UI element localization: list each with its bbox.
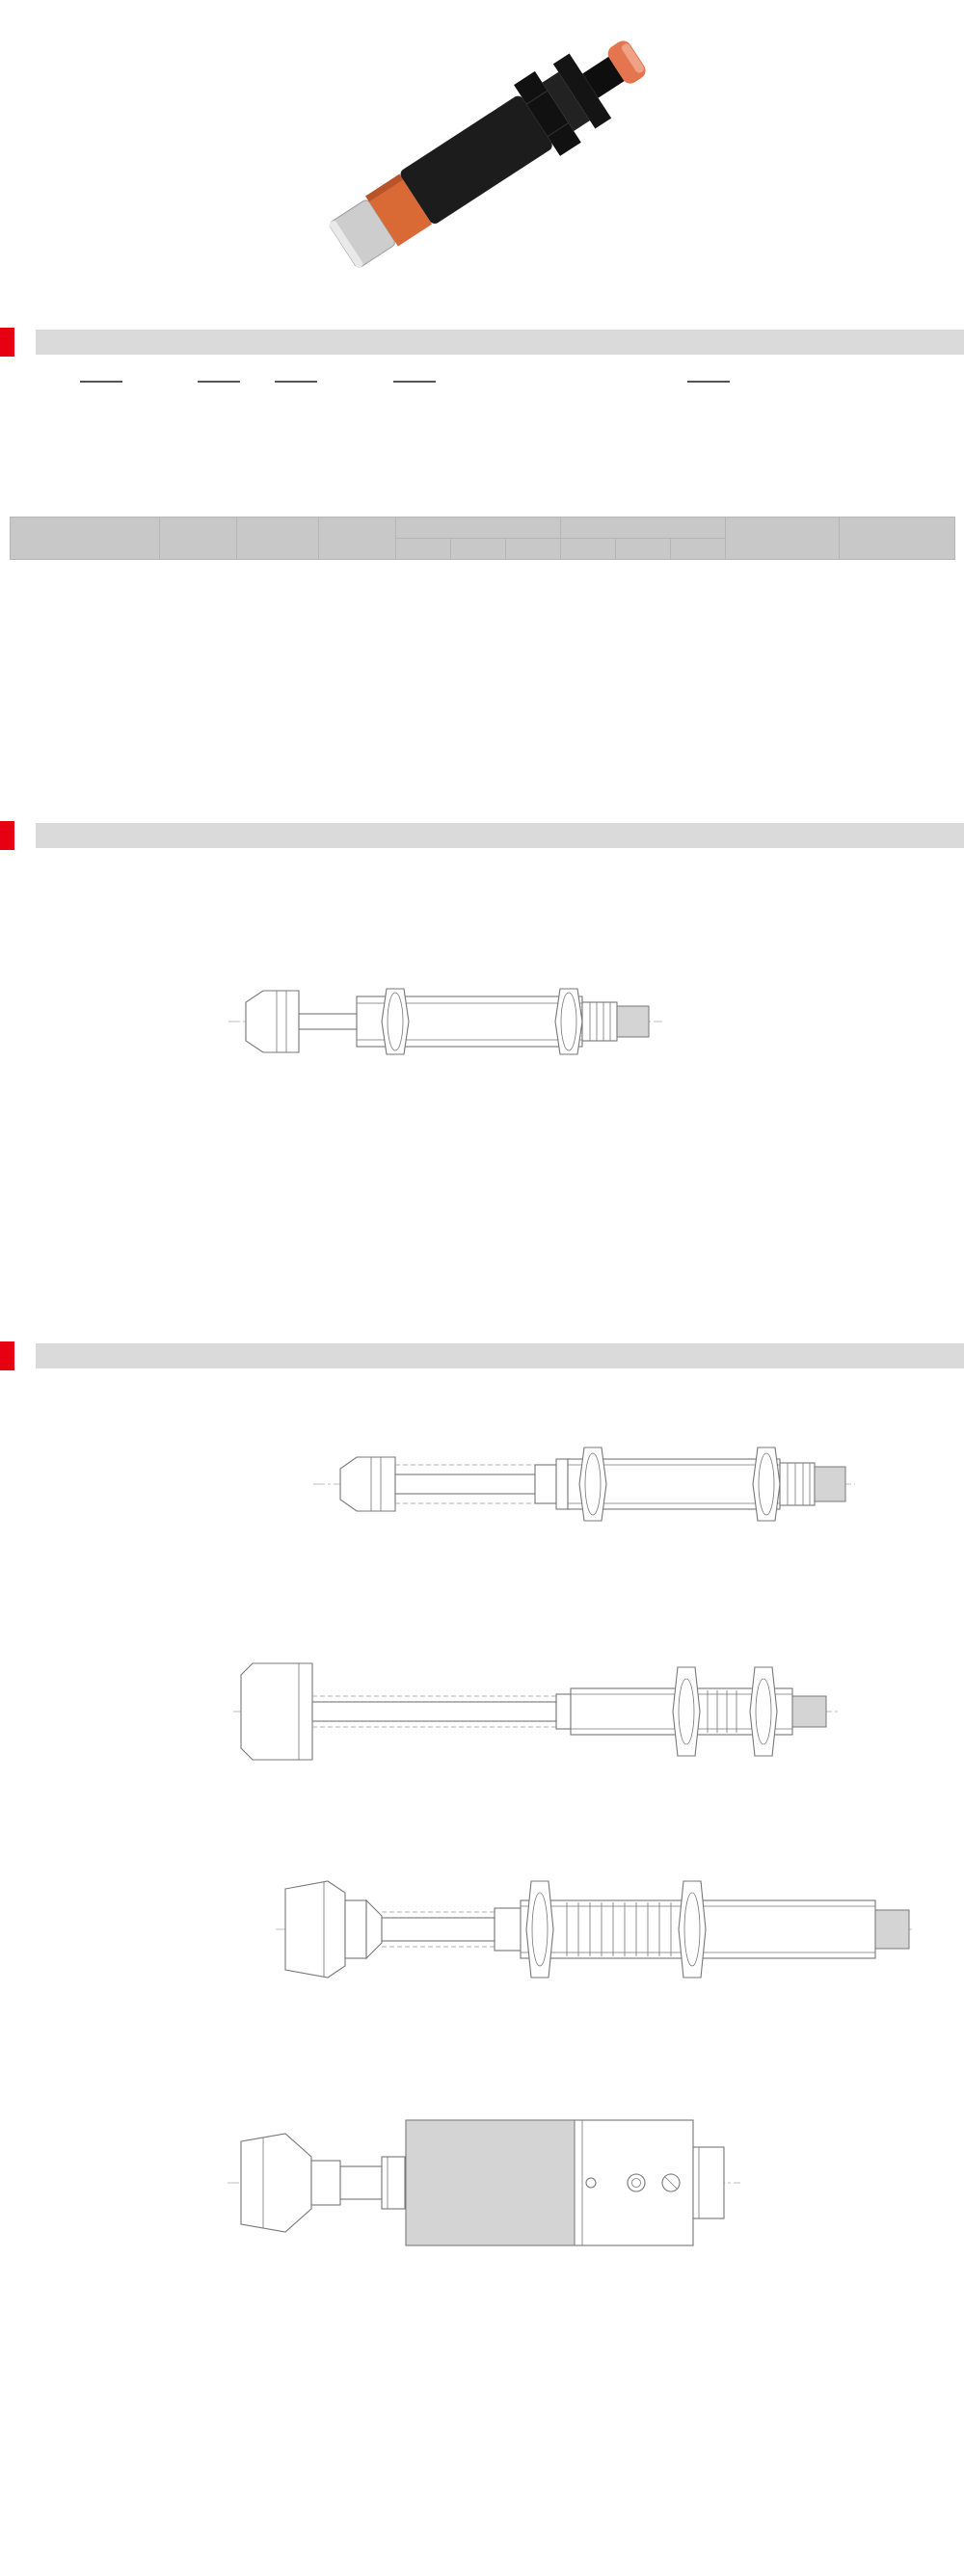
dim-table-1-head: [10, 1208, 954, 1234]
model-code-part-bore: [190, 371, 248, 391]
code-bore: [198, 380, 240, 383]
column-header: [840, 518, 955, 560]
section-header-model-designation: [0, 328, 964, 357]
header-bar: [36, 823, 964, 848]
column-subheader: [451, 539, 506, 560]
model-code-part-series: [34, 371, 169, 391]
column-subheader: [671, 539, 726, 560]
red-square-icon: [0, 328, 14, 357]
model-code-part-cap: [627, 371, 790, 391]
column-header: [237, 518, 319, 560]
column-header: [11, 518, 160, 560]
column-subheader: [506, 539, 561, 560]
column-subheader: [561, 539, 616, 560]
dim-table-2-head: [10, 2330, 954, 2355]
product-photo: [260, 12, 704, 301]
red-square-icon: [0, 821, 14, 850]
dimension-drawing-ad3650: [224, 1615, 850, 1827]
code-stroke: [275, 380, 317, 383]
header-bar: [36, 330, 964, 355]
dimension-drawing-ad64100: [220, 2072, 745, 2303]
dimension-drawing-ad1410: [217, 906, 670, 1147]
section-header-dimensions-2: [0, 1341, 964, 1370]
red-square-icon: [0, 1341, 14, 1370]
column-header: [160, 518, 237, 560]
model-code-part-stroke: [267, 371, 325, 391]
code-cap: [687, 380, 730, 383]
column-header: [726, 518, 840, 560]
code-series: [80, 380, 122, 383]
column-header: [319, 518, 396, 560]
column-header: [396, 518, 561, 539]
dimension-table-2: [10, 2330, 954, 2355]
spec-table-head: [11, 518, 955, 560]
column-subheader: [396, 539, 451, 560]
threaded-body: [398, 93, 554, 226]
header-bar: [36, 1343, 964, 1368]
dimension-drawing-ad4250: [268, 1833, 914, 2059]
column-header: [561, 518, 726, 539]
section-header-dimensions-1: [0, 821, 964, 850]
specification-table: [10, 517, 955, 560]
dimension-table-1: [10, 1208, 954, 1234]
code-speed: [393, 380, 436, 383]
model-code-part-speed: [381, 371, 448, 391]
column-subheader: [616, 539, 671, 560]
dimension-drawing-ad2540: [304, 1388, 863, 1590]
